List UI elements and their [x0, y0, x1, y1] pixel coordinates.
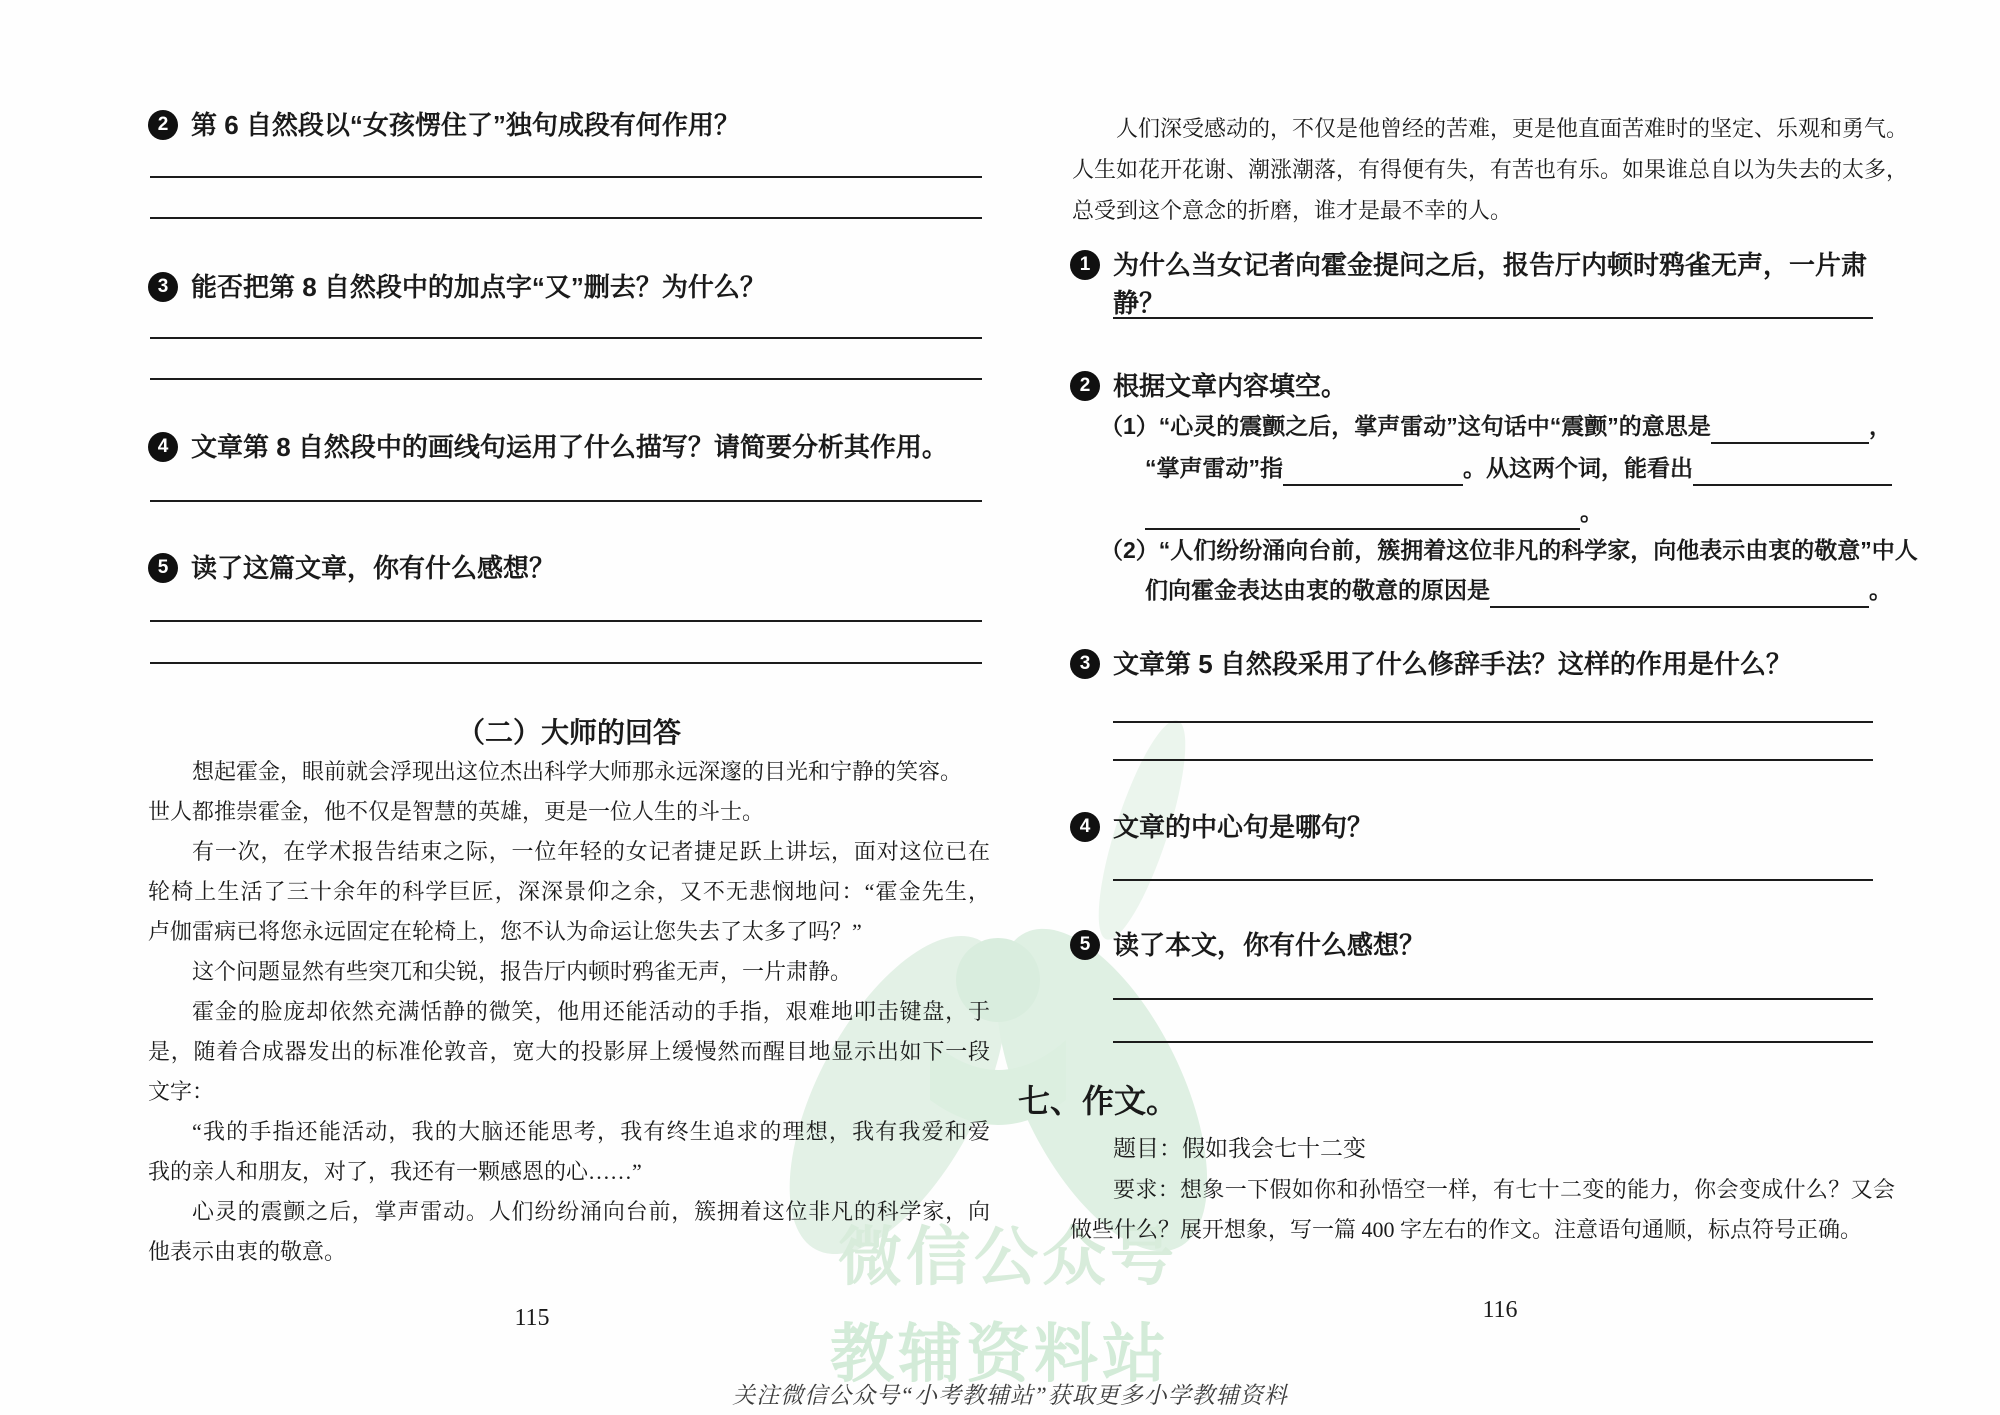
question-2-text: 根据文章内容填空。: [1113, 371, 1348, 401]
question-5-stem-row: [148, 549, 988, 587]
watermark-text-line1: 微信公众号: [838, 1221, 1178, 1293]
answer-line: [150, 662, 982, 664]
fill-blank-row: [1145, 572, 1892, 608]
question-3-stem-row: [1070, 645, 1910, 683]
circled-number-icon: 2: [148, 110, 178, 140]
passage-line: 我的亲人和朋友，对了，我还有一颗感恩的心……”: [148, 1159, 642, 1184]
essay-section-heading: 七、作文。: [1018, 1083, 1179, 1119]
question-2-text: 第 6 自然段以“女孩愣住了”独句成段有何作用？: [191, 110, 740, 140]
blank-underline: [1490, 576, 1869, 608]
fill-text: ，: [1869, 413, 1892, 439]
question-2-stem-row: [1070, 367, 1910, 405]
passage-line: 总受到这个意念的折磨，谁才是最不幸的人。: [1072, 198, 1513, 223]
passage-line: 想起霍金，眼前就会浮现出这位杰出科学大师那永远深邃的目光和宁静的笑容。: [192, 759, 963, 784]
passage-line: 霍金的脸庞却依然充满恬静的微笑，他用还能活动的手指，艰难地叩击键盘，于: [192, 999, 990, 1024]
fill-text: （2）“人们纷纷涌向台前，簇拥着这位非凡的科学家，向他表示由衷的敬意”中人: [1100, 537, 1918, 563]
blank-underline: [1145, 498, 1580, 530]
fill-blank-row: [1145, 494, 1892, 530]
passage-line: 这个问题显然有些突兀和尖锐，报告厅内顿时鸦雀无声，一片肃静。: [192, 959, 853, 984]
page-number-left: 115: [514, 1305, 550, 1331]
fill-text: 。从这两个词，能看出: [1463, 455, 1693, 481]
passage-line: 文字：: [148, 1079, 215, 1104]
fill-text: 。: [1869, 577, 1892, 603]
section-title: （二）大师的回答: [456, 717, 681, 748]
fill-blank-row: [1100, 532, 1918, 568]
passage-line: 心灵的震颤之后，掌声雷动。人们纷纷涌向台前，簇拥着这位非凡的科学家，向: [192, 1199, 990, 1224]
answer-line: [150, 620, 982, 622]
answer-line: [1113, 721, 1873, 723]
question-1-text: 为什么当女记者向霍金提问之后，报告厅内顿时鸦雀无声，一片肃静？: [1113, 250, 1868, 318]
question-3-text: 文章第 5 自然段采用了什么修辞手法？这样的作用是什么？: [1113, 649, 1792, 679]
passage-line: 轮椅上生活了三十余年的科学巨匠，深深景仰之余，又不无悲悯地问：“霍金先生，: [148, 879, 990, 904]
watermark-text-line2: 教辅资料站: [830, 1318, 1170, 1390]
footer-promo-text: 关注微信公众号“小考教辅站”获取更多小学教辅资料: [732, 1383, 1288, 1408]
answer-line: [150, 500, 982, 502]
fill-blank-row: [1145, 450, 1892, 486]
question-5-text: 读了这篇文章，你有什么感想？: [191, 553, 556, 583]
blank-underline: [1711, 412, 1869, 444]
passage-line: 有一次，在学术报告结束之际，一位年轻的女记者捷足跃上讲坛，面对这位已在: [192, 839, 990, 864]
circled-number-icon: 3: [148, 272, 178, 302]
answer-line: [150, 378, 982, 380]
question-5-stem-row: [1070, 926, 1910, 964]
answer-line: [1113, 998, 1873, 1000]
passage-line: 他表示由衷的敬意。: [148, 1239, 347, 1264]
essay-topic-line: 题目：假如我会七十二变: [1113, 1136, 1366, 1161]
question-4-text: 文章的中心句是哪句？: [1113, 812, 1374, 842]
answer-line: [1113, 759, 1873, 761]
answer-line: [150, 176, 982, 178]
question-4-text: 文章第 8 自然段中的画线句运用了什么描写？请简要分析其作用。: [191, 432, 948, 462]
answer-line: [150, 217, 982, 219]
blank-underline: [1283, 454, 1463, 486]
circled-number-icon: 1: [1070, 250, 1100, 280]
question-2-stem-row: [148, 106, 988, 144]
fill-text: “掌声雷动”指: [1145, 455, 1283, 481]
essay-requirement-line: 做些什么？展开想象，写一篇 400 字左右的作文。注意语句通顺，标点符号正确。: [1070, 1217, 1863, 1242]
passage-line: 世人都推崇霍金，他不仅是智慧的英雄，更是一位人生的斗士。: [148, 799, 765, 824]
passage-line: 人生如花开花谢、潮涨潮落，有得便有失，有苦也有乐。如果谁总自以为失去的太多，: [1072, 157, 1909, 182]
answer-line: [1113, 1041, 1873, 1043]
passage-line: 卢伽雷病已将您永远固定在轮椅上，您不认为命运让您失去了太多了吗？”: [148, 919, 862, 944]
question-4-stem-row: [148, 428, 1008, 466]
circled-number-icon: 5: [148, 553, 178, 583]
circled-number-icon: 4: [148, 432, 178, 462]
question-5-text: 读了本文，你有什么感想？: [1113, 930, 1426, 960]
passage-line: “我的手指还能活动，我的大脑还能思考，我有终生追求的理想，我有我爱和爱: [192, 1119, 990, 1144]
passage-line: 人们深受感动的，不仅是他曾经的苦难，更是他直面苦难时的坚定、乐观和勇气。: [1116, 116, 1909, 141]
answer-line: [150, 337, 982, 339]
circled-number-icon: 2: [1070, 371, 1100, 401]
question-3-stem-row: [148, 268, 988, 306]
question-3-text: 能否把第 8 自然段中的加点字“又”删去？为什么？: [191, 272, 766, 302]
passage-continuation: [1072, 108, 1908, 231]
question-4-stem-row: [1070, 808, 1910, 846]
fill-text: 们向霍金表达由衷的敬意的原因是: [1145, 577, 1490, 603]
fill-text: 。: [1580, 499, 1603, 525]
fill-text: （1）“心灵的震颤之后，掌声雷动”这句话中“震颤”的意思是: [1100, 413, 1711, 439]
answer-line: [1113, 879, 1873, 881]
circled-number-icon: 3: [1070, 649, 1100, 679]
fill-blank-row: [1100, 408, 1892, 444]
passage-line: 是，随着合成器发出的标准伦敦音，宽大的投影屏上缓慢然而醒目地显示出如下一段: [148, 1039, 990, 1064]
essay-requirement-line: 要求：想象一下假如你和孙悟空一样，有七十二变的能力，你会变成什么？又会: [1113, 1177, 1895, 1202]
reading-passage: [148, 752, 990, 1272]
blank-underline: [1693, 454, 1892, 486]
circled-number-icon: 4: [1070, 812, 1100, 842]
circled-number-icon: 5: [1070, 930, 1100, 960]
answer-line: [1113, 317, 1873, 319]
page-number-right: 116: [1482, 1297, 1518, 1323]
question-1-stem-row: [1070, 246, 1910, 322]
